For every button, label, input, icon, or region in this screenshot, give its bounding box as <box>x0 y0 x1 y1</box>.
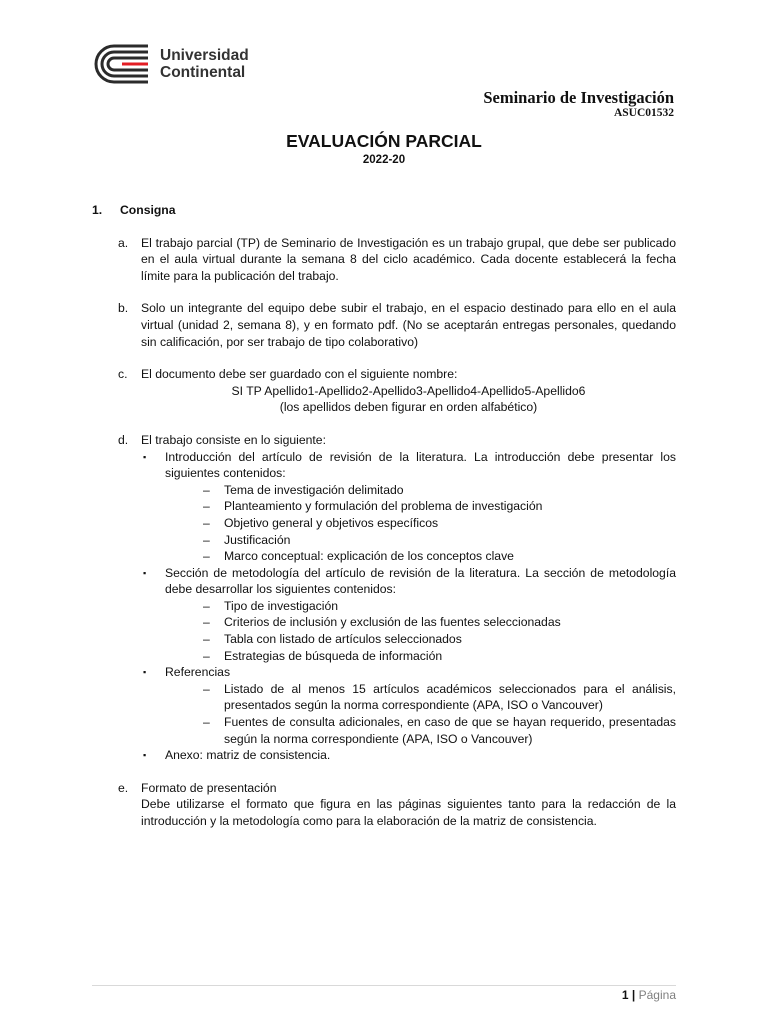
dash-icon: – <box>203 615 210 630</box>
dash-item <box>203 648 676 665</box>
dash-item <box>203 598 676 615</box>
bullet-text: Anexo: matriz de consistencia. <box>165 748 331 763</box>
dash-item <box>203 515 676 532</box>
item-marker: b. <box>118 301 129 316</box>
bullet-icon: ▪ <box>143 451 147 462</box>
bullet-icon: ▪ <box>143 567 147 578</box>
list-item-e <box>92 780 676 830</box>
dash-icon: – <box>203 632 210 647</box>
dash-icon: – <box>203 482 210 497</box>
bullet-item <box>143 449 676 565</box>
item-text: El documento debe ser guardado con el siguiente nombre: <box>141 367 458 382</box>
filename-pattern: SI TP Apellido1-Apellido2-Apellido3-Apellido4-Apellido5-Apellido6 <box>231 383 586 398</box>
dash-icon: – <box>203 515 210 530</box>
item-marker: a. <box>118 235 129 250</box>
item-marker: c. <box>118 367 128 382</box>
dash-icon: – <box>203 648 210 663</box>
dash-icon: – <box>203 532 210 547</box>
document-body <box>92 202 676 830</box>
dash-icon: – <box>203 715 210 730</box>
dash-icon: – <box>203 549 210 564</box>
dash-item <box>203 482 676 499</box>
section-title: Consigna <box>120 203 176 217</box>
dash-text: Objetivo general y objetivos específicos <box>224 515 439 530</box>
bullet-item <box>143 664 676 747</box>
document-year: 2022-20 <box>362 154 406 166</box>
dash-text: Fuentes de consulta adicionales, en caso de que se hayan requerido, presentadas según la norma correspondiente (APA, ISO o Vancouver) <box>224 715 676 746</box>
dash-item <box>203 548 676 565</box>
logo-line-1: Universidad <box>160 47 249 64</box>
bullet-text: Introducción del artículo de revisión de la literatura. La introducción debe presentar los siguientes contenidos: <box>165 449 676 481</box>
filename-note: (los apellidos deben figurar en orden alfabético) <box>279 400 538 415</box>
item-text: Debe utilizarse el formato que figura en las páginas siguientes tanto para la redacción de la introducción y la metodología como para la elaboración de la matriz de consistencia. <box>141 797 676 828</box>
dash-item <box>203 631 676 648</box>
list-item-d <box>92 432 676 764</box>
footer-separator: | <box>631 988 636 1002</box>
dash-text: Criterios de inclusión y exclusión de las fuentes seleccionadas <box>224 615 561 630</box>
dash-text: Tabla con listado de artículos seleccionados <box>224 632 462 647</box>
dash-text: Tipo de investigación <box>224 598 339 613</box>
item-heading: Formato de presentación <box>141 780 277 795</box>
logo-line-2: Continental <box>160 64 246 81</box>
dash-icon: – <box>203 681 210 696</box>
bullet-icon: ▪ <box>143 750 147 761</box>
dash-text: Tema de investigación delimitado <box>224 482 404 497</box>
list-item-c <box>92 366 676 416</box>
page-label: Página <box>638 988 676 1002</box>
university-logo <box>92 42 262 86</box>
page-number: 1 <box>621 988 629 1002</box>
document-title: EVALUACIÓN PARCIAL <box>286 131 482 151</box>
dash-text: Justificación <box>224 532 291 547</box>
course-header <box>483 88 674 120</box>
dash-icon: – <box>203 499 210 514</box>
dash-item <box>203 681 676 714</box>
dash-item <box>203 714 676 747</box>
bullet-text: Referencias <box>165 665 231 680</box>
course-name: Seminario de Investigación <box>483 88 674 107</box>
dash-item <box>203 532 676 549</box>
footer-divider <box>92 985 676 986</box>
bullet-item <box>143 565 676 665</box>
bullet-icon: ▪ <box>143 667 147 678</box>
dash-item <box>203 498 676 515</box>
dash-icon: – <box>203 598 210 613</box>
item-text: El trabajo consiste en lo siguiente: <box>141 432 326 447</box>
list-item-b <box>92 300 676 350</box>
page-footer <box>622 988 676 1002</box>
bullet-item <box>143 747 676 764</box>
course-code: ASUC01532 <box>613 107 674 119</box>
dash-item <box>203 614 676 631</box>
university-name <box>160 47 249 81</box>
bullet-text: Sección de metodología del artículo de revisión de la literatura. La sección de metodología debe desarrollar los siguientes contenidos: <box>165 565 676 597</box>
section-number: 1. <box>92 203 103 217</box>
item-text: Solo un integrante del equipo debe subir el trabajo, en el espacio destinado para ello en el aula virtual (unidad 2, semana 8), y en formato pdf. (No se aceptarán entregas personales, quedando sin calificación, por ser trabajo de tipo colaborativo) <box>141 301 676 349</box>
item-text: El trabajo parcial (TP) de Seminario de Investigación es un trabajo grupal, que debe ser publicado en el aula virtual durante la semana 8 del ciclo académico. Cada docente establecerá la fecha límite para la publicación del trabajo. <box>141 235 676 283</box>
dash-text: Marco conceptual: explicación de los conceptos clave <box>224 549 514 564</box>
dash-text: Estrategias de búsqueda de información <box>224 648 443 663</box>
list-item-a <box>92 235 676 285</box>
dash-text: Listado de al menos 15 artículos académicos seleccionados para el análisis, presentados según la norma correspondiente (APA, ISO o Vancouver) <box>224 681 676 713</box>
university-logo-icon <box>92 42 150 86</box>
section-heading <box>92 202 676 219</box>
dash-text: Planteamiento y formulación del problema de investigación <box>224 499 543 514</box>
item-marker: e. <box>118 780 129 795</box>
item-marker: d. <box>118 432 129 447</box>
